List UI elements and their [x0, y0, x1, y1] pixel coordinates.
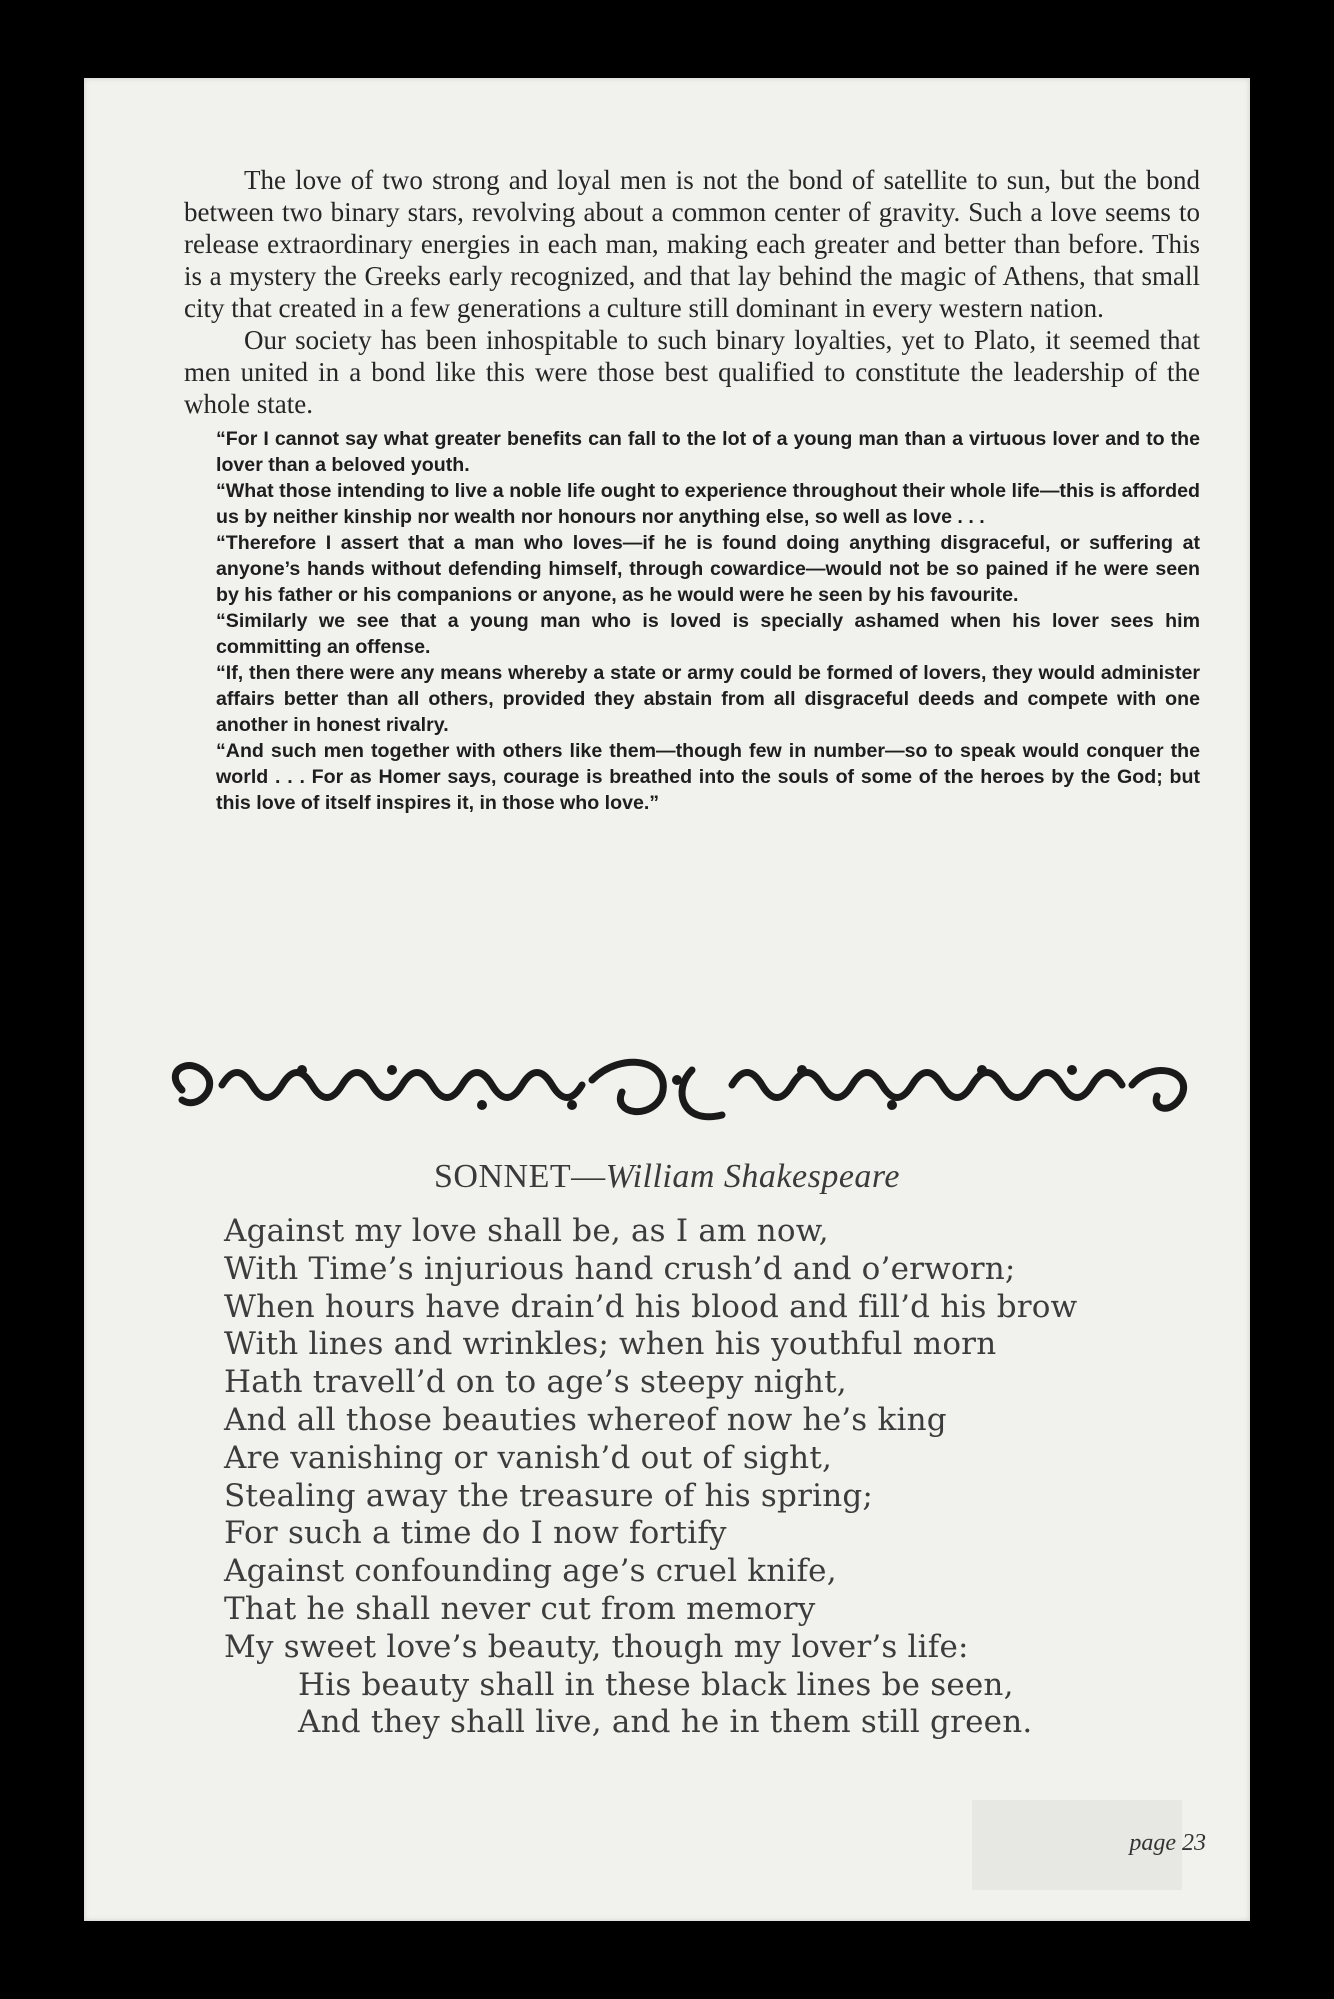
poem-line: Are vanishing or vanish’d out of sight, — [224, 1439, 833, 1476]
quote-1: “For I cannot say what greater benefits can fall to the lot of a young man than a virtuous lover and to the lover than a beloved youth. — [216, 428, 1200, 476]
poem-line: That he shall never cut from memory — [224, 1590, 816, 1627]
page — [84, 78, 1250, 1921]
poem-couplet-line: His beauty shall in these black lines be seen, — [298, 1666, 1014, 1703]
poem-line: Hath travell’d on to age’s steepy night, — [224, 1364, 847, 1401]
poem-line: Stealing away the treasure of his spring; — [224, 1477, 874, 1514]
quote-6: “And such men together with others like them—though few in number—so to speak would conquer the world . . . For as Homer says, courage is breathed into the souls of some of the heroes by the God; but this love of itself inspires it, in those who love.” — [216, 740, 1200, 814]
plato-quotes — [216, 426, 1200, 816]
poem-couplet-line: And they shall live, and he in them still green. — [298, 1704, 1033, 1741]
essay-paragraph-2: Our society has been inhospitable to such binary loyalties, yet to Plato, it seemed that men united in a bond like this were those best qualified to constitute the leadership of the whole state. — [184, 325, 1200, 419]
poem-line: For such a time do I now fortify — [224, 1515, 727, 1552]
decorative-divider — [152, 1030, 1222, 1140]
sonnet-poem — [224, 1213, 1184, 1742]
poem-line: Against confounding age’s cruel knife, — [224, 1553, 837, 1590]
poem-line: With lines and wrinkles; when his youthful morn — [224, 1326, 997, 1363]
sonnet-title-label: SONNET— — [434, 1158, 606, 1195]
poem-line: When hours have drain’d his blood and fill’d his brow — [224, 1288, 1078, 1325]
quote-5: “If, then there were any means whereby a state or army could be formed of lovers, they would administer affairs better than all others, provided they abstain from all disgraceful deeds and compete with one another in honest rivalry. — [216, 662, 1200, 736]
quote-3: “Therefore I assert that a man who loves—if he is found doing anything disgraceful, or suffering at anyone’s hands without defending himself, through cowardice—would not be so pained if he were seen by his father or his companions or anyone, as he would were he seen by his favourite. — [216, 532, 1200, 606]
sonnet-author: William Shakespeare — [605, 1158, 900, 1195]
page-number: page 23 — [1129, 1830, 1206, 1856]
essay-paragraph-1: The love of two strong and loyal men is not the bond of satellite to sun, but the bond between two binary stars, revolving about a common center of gravity. Such a love seems to release extraordinary energies in each man, making each greater and better than before. This is a mystery the Greeks early recognized, and that lay behind the magic of Athens, that small city that created in a few generations a culture still dominant in every western nation. — [184, 165, 1200, 323]
poem-line: And all those beauties whereof now he’s king — [224, 1401, 947, 1438]
essay — [184, 164, 1200, 816]
quote-4: “Similarly we see that a young man who is loved is specially ashamed when his lover sees him committing an offense. — [216, 610, 1200, 658]
poem-line: With Time’s injurious hand crush’d and o’erworn; — [224, 1250, 1016, 1287]
poem-line: Against my love shall be, as I am now, — [224, 1213, 829, 1249]
sonnet-title — [84, 1158, 1250, 1196]
quote-2: “What those intending to live a noble life ought to experience throughout their whole life—this is afforded us by neither kinship nor wealth nor honours nor anything else, so well as love . . . — [216, 480, 1200, 528]
poem-line: My sweet love’s beauty, though my lover’s life: — [224, 1628, 969, 1665]
